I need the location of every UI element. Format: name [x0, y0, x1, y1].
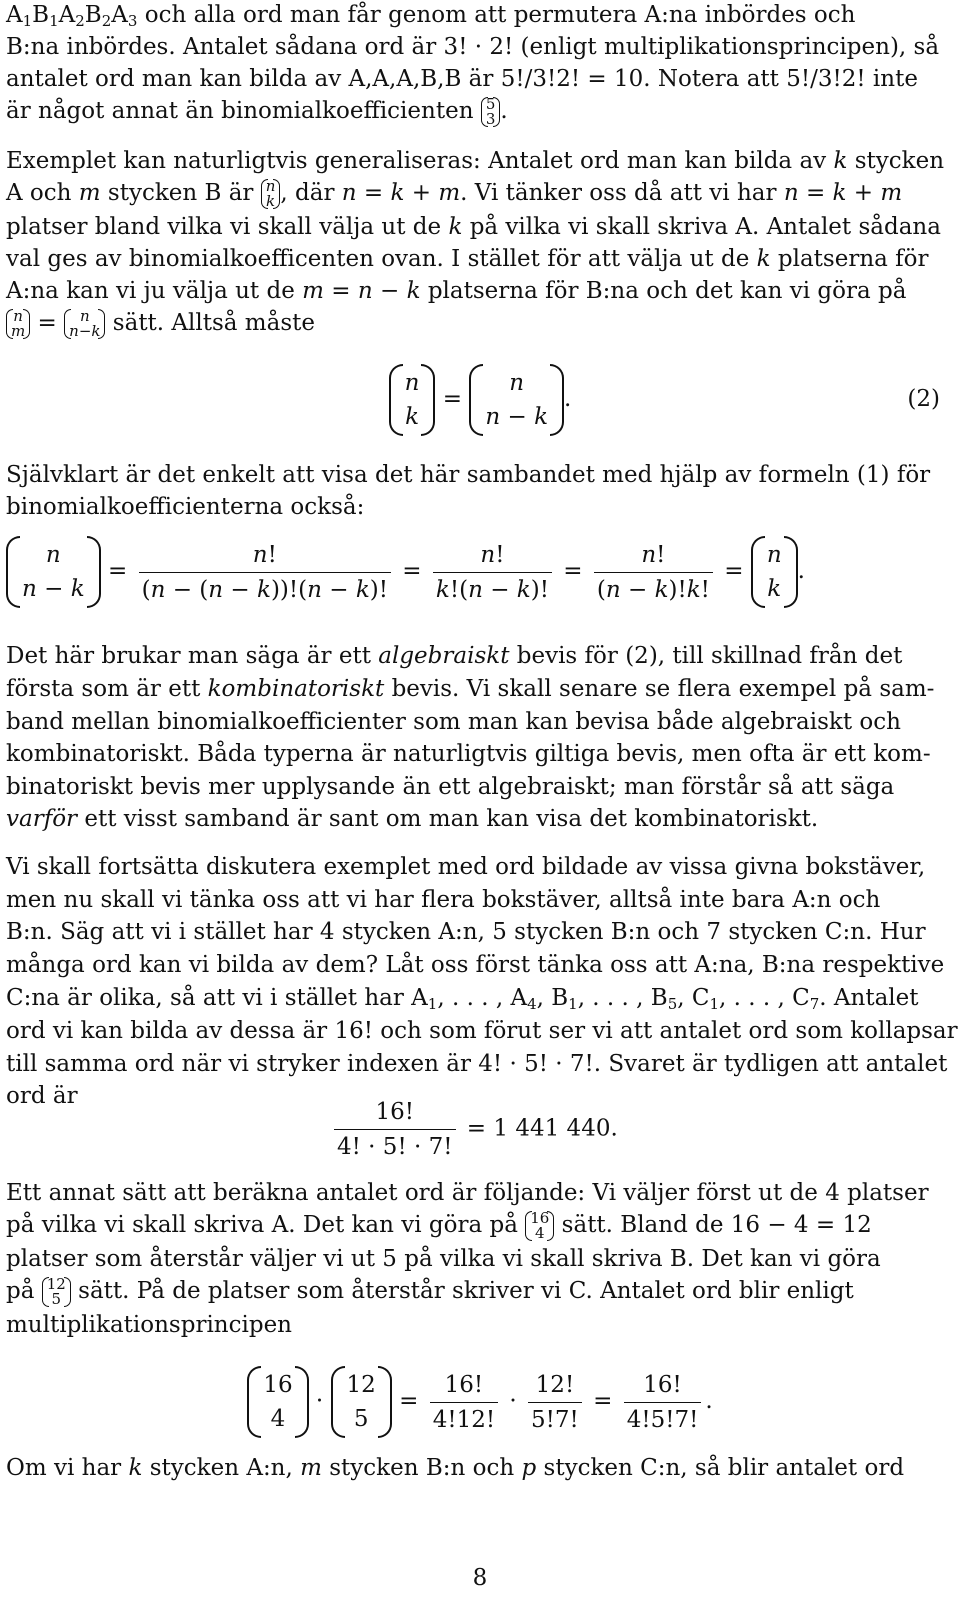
text-line: $A_1B_1A_2B_2A_3$ och alla ord man får genom att permutera A:na inbördes och	[6, 2, 856, 30]
text-line: Vi skall fortsätta diskutera exemplet med ord bildade av vissa givna bokstäver,	[6, 854, 926, 880]
text-line: varför ett visst samband är sant om man kan visa det kombinatoriskt.	[6, 806, 819, 832]
text-line: A och m stycken B är n k , där n = k + m. Vi tänker oss då att vi har n = k + m	[6, 177, 903, 210]
page-number: 8	[472, 1565, 488, 1591]
binomial-n-n-minus-k: n n−k	[64, 309, 105, 339]
text-line: första som är ett kombinatoriskt bevis. Vi skall senare se flera exempel på sam-	[6, 676, 935, 702]
text-line: platser bland vilka vi skall välja ut de k på vilka vi skall skriva A. Antalet sådana	[6, 214, 941, 240]
text-line: B:na inbördes. Antalet sådana ord är 3! · 2! (enligt multiplikationsprincipen), så	[6, 34, 940, 60]
text-line: ord vi kan bilda av dessa är 16! och som förut ser vi att antalet ord som kollapsar	[6, 1018, 958, 1044]
equation-algebraic-proof: n n − k = $\frac{n!}{(n - (n - k))!(n - k)!}$ = $\frac{n!}{k!(n - k)!}$ = $\frac{n!}{(n - k)!k!}$ = n k .	[6, 536, 805, 608]
equation-product: 16 4 · 12 5 = $\frac{16!}{4!12!}$ · $\frac{12!}{5!7!}$ = $\frac{16!}{4!5!7!}$ .	[0, 1366, 960, 1438]
text-line: B:n. Säg att vi i stället har 4 stycken A:n, 5 stycken B:n och 7 stycken C:n. Hur	[6, 919, 926, 945]
binomial-n-k: n k	[261, 179, 281, 209]
text-line: binatoriskt bevis mer upplysande än ett algebraiskt; man förstår så att säga	[6, 774, 895, 800]
binomial-16-4-large: 16 4	[247, 1366, 308, 1438]
equation-2: n k = n n − k .	[0, 364, 960, 436]
fraction: $\frac{16!}{4! \cdot 5! \cdot 7!}$	[334, 1098, 456, 1161]
text-line: C:na är olika, så att vi i stället har $A_1$, . . . , $A_4$, $B_1$, . . . , $B_5$, $C_1$, . . . , $C_7$. Antalet	[6, 985, 919, 1013]
text-line: Det här brukar man säga är ett algebraiskt bevis för (2), till skillnad från det	[6, 643, 903, 669]
text-line: multiplikationsprincipen	[6, 1312, 292, 1338]
text-line: val ges av binomialkoefficenten ovan. I stället för att välja ut de k platserna för	[6, 246, 929, 272]
text-line: många ord kan vi bilda av dem? Låt oss först tänka oss att A:na, B:na respektive	[6, 952, 945, 978]
fraction: $\frac{n!}{k!(n - k)!}$	[433, 541, 552, 604]
binomial-n-n-minus-k-large: n n − k	[6, 536, 101, 608]
text-line: n m = n n−k sätt. Alltså måste	[6, 308, 315, 339]
text-line: Om vi har k stycken A:n, m stycken B:n och p stycken C:n, så blir antalet ord	[6, 1455, 905, 1481]
text-line: Självklart är det enkelt att visa det här sambandet med hjälp av formeln (1) för	[6, 462, 931, 488]
text-line: på 12 5 sätt. På de platser som återstår skriver vi C. Antalet ord blir enligt	[6, 1275, 854, 1308]
text-line: kombinatoriskt. Båda typerna är naturligtvis giltiga bevis, men ofta är ett kom-	[6, 741, 931, 767]
text-line: men nu skall vi tänka oss att vi har flera bokstäver, alltså inte bara A:n och	[6, 887, 881, 913]
text-line: Exemplet kan naturligtvis generaliseras: Antalet ord man kan bilda av k stycken	[6, 148, 945, 174]
text-line: platser som återstår väljer vi ut 5 på vilka vi skall skriva B. Det kan vi göra	[6, 1246, 881, 1272]
fraction: $\frac{n!}{(n - k)!k!}$	[594, 541, 713, 604]
text-line: A:na kan vi ju välja ut de m = n − k platserna för B:na och det kan vi göra på	[6, 278, 907, 304]
equation-result: $\frac{16!}{4! \cdot 5! \cdot 7!}$ = 1 441 440.	[330, 1098, 618, 1161]
text-line: på vilka vi skall skriva A. Det kan vi göra på 16 4 sätt. Bland de 16 − 4 = 12	[6, 1209, 872, 1242]
fraction: $\frac{16!}{4!5!7!}$	[624, 1371, 702, 1434]
binomial-n-k-large: n k	[389, 364, 436, 436]
binomial-n-m: n m	[6, 309, 30, 339]
text-line: antalet ord man kan bilda av A,A,A,B,B är 5!/3!2! = 10. Notera att 5!/3!2! inte	[6, 66, 918, 92]
fraction: $\frac{16!}{4!12!}$	[430, 1371, 498, 1434]
text-line: är något annat än binomialkoefficienten 5 3 .	[6, 95, 508, 128]
binomial-5-3: 5 3	[481, 97, 501, 127]
fraction: $\frac{n!}{(n - (n - k))!(n - k)!}$	[139, 541, 391, 604]
binomial-12-5: 12 5	[42, 1277, 71, 1307]
equation-number: (2)	[907, 386, 940, 412]
binomial-n-n-minus-k-large: n n − k	[469, 364, 564, 436]
binomial-n-k-large: n k	[751, 536, 798, 608]
text-line: ord är	[6, 1083, 78, 1109]
text-line: binomialkoefficienterna också:	[6, 494, 365, 520]
binomial-16-4: 16 4	[525, 1211, 554, 1241]
fraction: $\frac{12!}{5!7!}$	[528, 1371, 582, 1434]
text-line: band mellan binomialkoefficienter som man kan bevisa både algebraiskt och	[6, 709, 901, 735]
text-line: Ett annat sätt att beräkna antalet ord är följande: Vi väljer först ut de 4 platser	[6, 1180, 929, 1206]
binomial-12-5-large: 12 5	[331, 1366, 392, 1438]
text-line: till samma ord när vi stryker indexen är 4! · 5! · 7!. Svaret är tydligen att antalet	[6, 1051, 948, 1077]
